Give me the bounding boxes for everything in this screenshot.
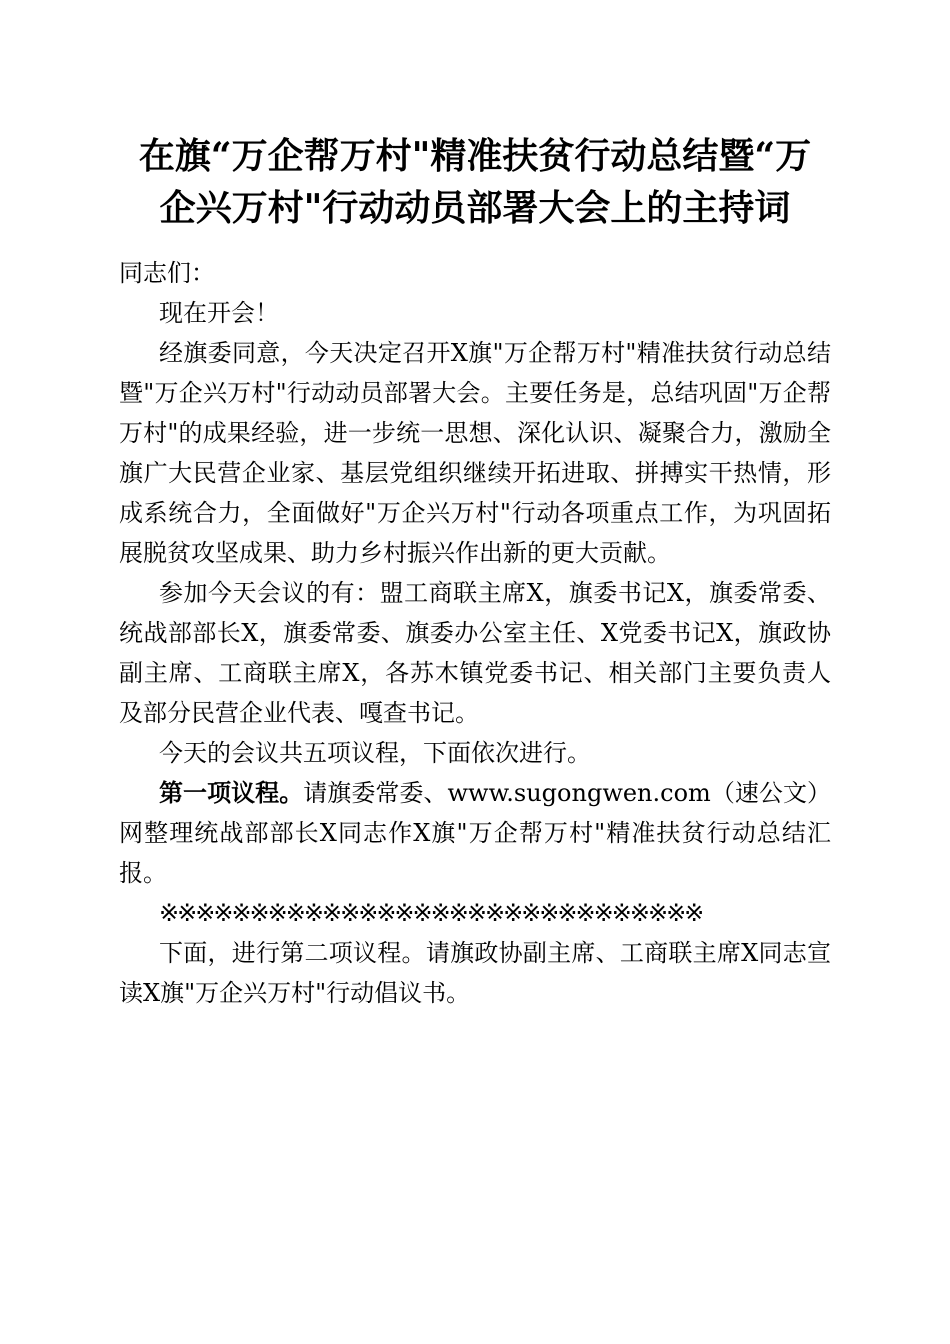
paragraph-agenda-item-1 bbox=[119, 773, 831, 893]
paragraph-attendees: 参加今天会议的有：盟工商联主席X，旗委书记X，旗委常委、统战部部长X，旗委常委、旗委办公室主任、X党委书记X，旗政协副主席、工商联主席X，各苏木镇党委书记、相关部门主要负责人及部分民营企业代表、嘎查书记。 bbox=[119, 579, 831, 727]
document-body bbox=[119, 253, 831, 1013]
paragraph-agenda-item-2: 下面，进行第二项议程。请旗政协副主席、工商联主席X同志宣读X旗"万企兴万村"行动倡议书。 bbox=[119, 939, 831, 1007]
agenda-item-1-text: 请旗委常委、www.sugongwen.com（速公文）网整理统战部部长X同志作X旗"万企帮万村"精准扶贫行动总结汇报。 bbox=[119, 779, 832, 887]
document-title bbox=[100, 130, 850, 234]
document-title-line-1: 在旗“万企帮万村"精准扶贫行动总结暨“万 bbox=[138, 135, 812, 177]
paragraph-open: 现在开会！ bbox=[159, 299, 279, 327]
paragraph-agenda: 今天的会议共五项议程，下面依次进行。 bbox=[159, 739, 591, 767]
salutation: 同志们： bbox=[119, 259, 215, 287]
section-separator: ※※※※※※※※※※※※※※※※※※※※※※※※※※※※※※ bbox=[159, 899, 703, 927]
paragraph-purpose: 经旗委同意，今天决定召开X旗"万企帮万村"精准扶贫行动总结暨"万企兴万村"行动动员部署大会。主要任务是，总结巩固"万企帮万村"的成果经验，进一步统一思想、深化认识、凝聚合力，激励全旗广大民营企业家、基层党组织继续开拓进取、拼搏实干热情，形成系统合力，全面做好"万企兴万村"行动各项重点工作，为巩固拓展脱贫攻坚成果、助力乡村振兴作出新的更大贡献。 bbox=[119, 339, 831, 567]
document-title-line-2: 企兴万村"行动动员部署大会上的主持词 bbox=[159, 187, 791, 229]
agenda-item-1-label: 第一项议程。 bbox=[159, 778, 304, 807]
